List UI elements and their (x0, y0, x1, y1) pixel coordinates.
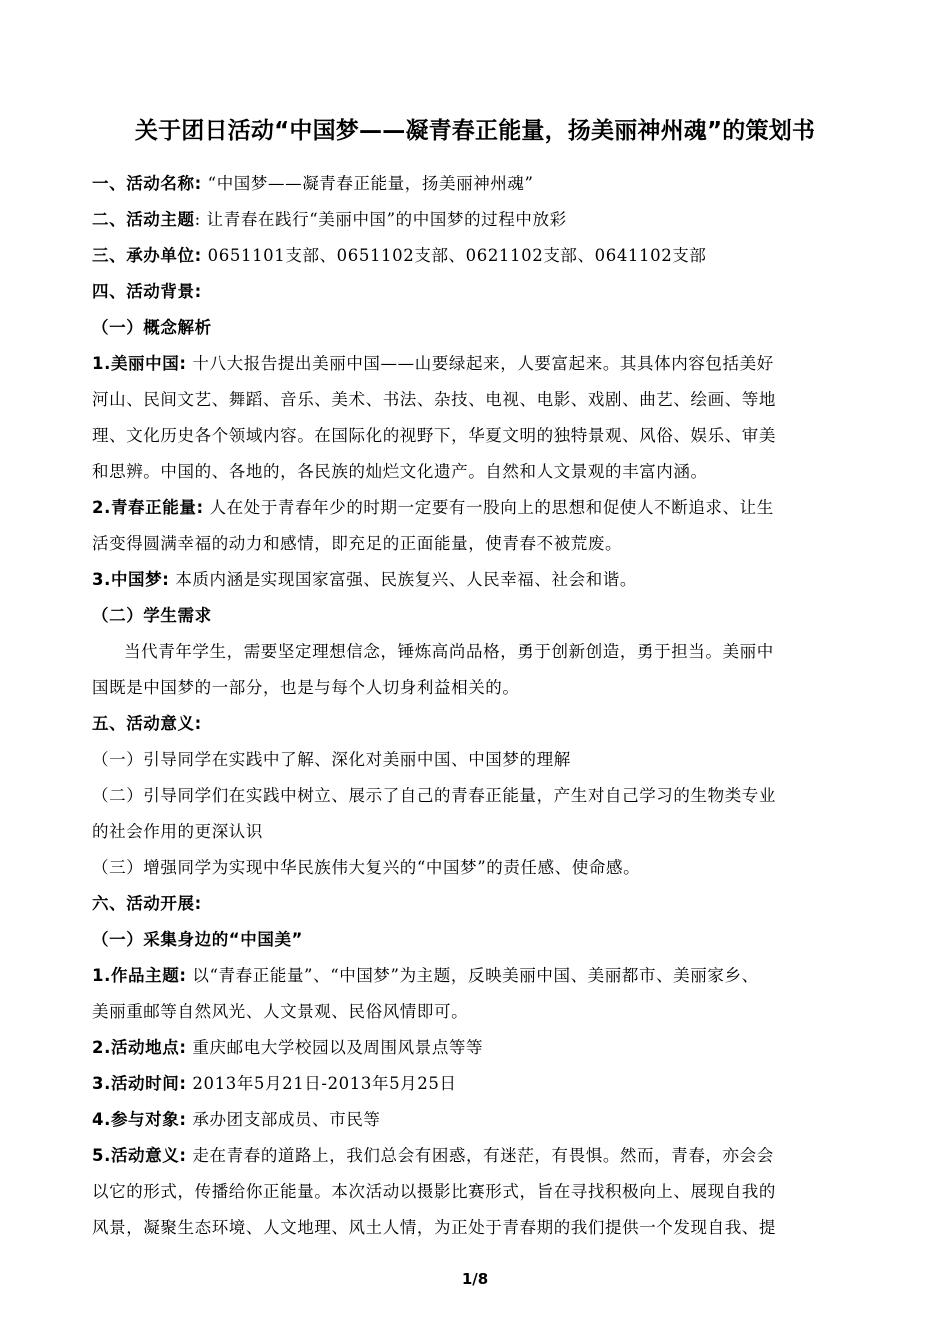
list-item: （三）增强同学为实现中华民族伟大复兴的“中国梦”的责任感、使命感。 (92, 858, 641, 877)
section-activity-theme (92, 206, 872, 230)
item-label: 4.参与对象: (92, 1110, 187, 1129)
paragraph-line: 和思辨。中国的、各地的，各民族的灿烂文化遗产。自然和人文景观的丰富内涵。 (92, 462, 708, 481)
section-activity-name (92, 170, 872, 194)
section-organizers (92, 242, 872, 266)
item-text: 走在青春的道路上，我们总会有困惑，有迷茫，有畏惧。然而，青春，亦会会 (192, 1146, 774, 1165)
paragraph-youth-energy (92, 494, 872, 518)
list-item-continuation: 的社会作用的更深认识 (92, 822, 263, 841)
list-item: （一）引导同学在实践中了解、深化对美丽中国、中国梦的理解 (92, 750, 571, 769)
section-label: 一、活动名称: (92, 174, 202, 193)
item-location (92, 1034, 872, 1058)
section-text: : 让青春在践行“美丽中国”的中国梦的过程中放彩 (194, 210, 567, 229)
section-text: 0651101支部、0651102支部、0621102支部、0641102支部 (207, 246, 707, 265)
paragraph-line: 理、文化历史各个领域内容。在国际化的视野下，华夏文明的独特景观、风俗、娱乐、审美 (92, 426, 776, 445)
paragraph-line: 活变得圆满幸福的动力和感情，即充足的正面能量，使青春不被荒废。 (92, 534, 623, 553)
paragraph-line: 风景，凝聚生态环境、人文地理、风土人情，为正处于青春期的我们提供一个发现自我、提 (92, 1218, 776, 1237)
item-text: 以“青春正能量”、“中国梦”为主题，反映美丽中国、美丽都市、美丽家乡、 (192, 966, 759, 985)
subsection-collect-beauty-heading: （一）采集身边的“中国美” (92, 930, 303, 949)
subsection-student-needs-heading: （二）学生需求 (92, 606, 212, 625)
paragraph-line: 河山、民间文艺、舞蹈、音乐、美术、书法、杂技、电视、电影、戏剧、曲艺、绘画、等地 (92, 390, 776, 409)
item-text: 承办团支部成员、市民等 (192, 1110, 381, 1129)
item-time (92, 1070, 872, 1094)
page-number: 1/8 (461, 1270, 489, 1288)
item-participants (92, 1106, 872, 1130)
item-label: 1.作品主题: (92, 966, 187, 985)
item-label: 3.活动时间: (92, 1074, 187, 1093)
item-label: 5.活动意义: (92, 1146, 187, 1165)
paragraph-label: 2.青春正能量: (92, 498, 204, 517)
item-text: 重庆邮电大学校园以及周围风景点等等 (192, 1038, 484, 1057)
paragraph-label: 1.美丽中国: (92, 354, 187, 373)
section-text: “中国梦——凝青春正能量，扬美丽神州魂” (207, 174, 534, 193)
paragraph-label: 3.中国梦: (92, 570, 170, 589)
paragraph-text: 本质内涵是实现国家富强、民族复兴、人民幸福、社会和谐。 (175, 570, 638, 589)
list-item: （二）引导同学们在实践中树立、展示了自己的青春正能量，产生对自己学习的生物类专业 (92, 786, 776, 805)
item-label: 2.活动地点: (92, 1038, 187, 1057)
section-background-heading: 四、活动背景: (92, 282, 202, 301)
section-label: 三、承办单位: (92, 246, 202, 265)
section-label: 二、活动主题 (92, 210, 195, 229)
section-activities-heading: 六、活动开展: (92, 894, 202, 913)
subsection-concepts-heading: （一）概念解析 (92, 318, 212, 337)
item-significance (92, 1142, 872, 1166)
section-significance-heading: 五、活动意义: (92, 714, 202, 733)
paragraph-china-dream (92, 566, 872, 590)
paragraph-beautiful-china (92, 350, 872, 374)
paragraph-text: 十八大报告提出美丽中国——山要绿起来，人要富起来。其具体内容包括美好 (192, 354, 774, 373)
paragraph-text: 人在处于青春年少的时期一定要有一股向上的思想和促使人不断追求、让生 (209, 498, 774, 517)
paragraph-line: 当代青年学生，需要坚定理想信念，锤炼高尚品格，勇于创新创造，勇于担当。美丽中 (124, 642, 774, 661)
item-text: 2013年5月21日-2013年5月25日 (192, 1074, 457, 1093)
paragraph-line: 以它的形式，传播给你正能量。本次活动以摄影比赛形式，旨在寻找积极向上、展现自我的 (92, 1182, 776, 1201)
document-title: 关于团日活动“中国梦——凝青春正能量，扬美丽神州魂”的策划书 (134, 118, 816, 144)
paragraph-line: 国既是中国梦的一部分，也是与每个人切身利益相关的。 (92, 678, 520, 697)
paragraph-line: 美丽重邮等自然风光、人文景观、民俗风情即可。 (92, 1002, 469, 1021)
item-work-theme (92, 962, 872, 986)
